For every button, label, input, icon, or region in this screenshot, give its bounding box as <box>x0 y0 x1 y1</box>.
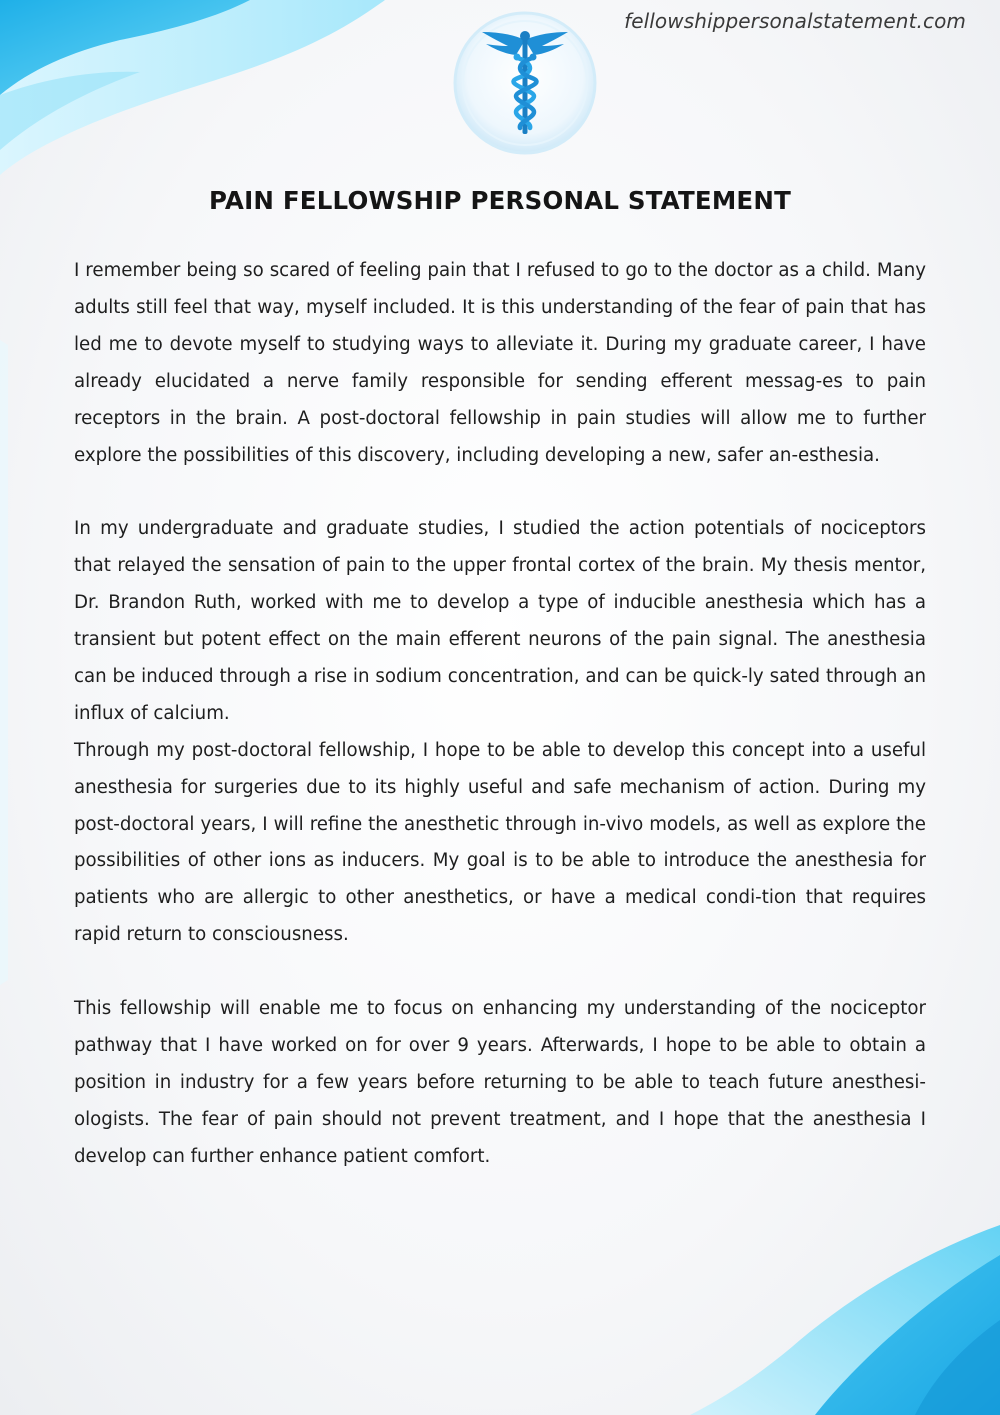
paragraph-3: Through my post-doctoral fellowship, I hope to be able to develop this concept into a useful anesthesia for surgeries due to its highly useful and safe mechanism of action. During my post-doctoral years, I will refine the anesthetic through in-vivo models, as well as explore the possibilities of other ions as inducers. My goal is to be able to introduce the anesthesia for patients who are allergic to other anesthetics, or have a medical condi-tion that requires rapid return to consciousness. <box>74 739 926 946</box>
paragraph-spacer <box>74 954 926 991</box>
paragraph-4: This fellowship will enable me to focus on enhancing my understanding of the nociceptor pathway that I have worked on for over 9 years. Afterwards, I hope to be able to obtain a position in industry for a few years before returning to be able to teach future anesthesi-ologists. The fear of pain should not prevent treatment, and I hope that the anesthesia I develop can further enhance patient comfort. <box>74 998 926 1167</box>
paragraph-2: In my undergraduate and graduate studies, I studied the action potentials of nociceptors that relayed the sensation of pain to the upper frontal cortex of the brain. My thesis mentor, Dr. Brandon Ruth, worked with me to develop a type of inducible anesthesia which has a transient but potent effect on the main efferent neurons of the pain signal. The anesthesia can be induced through a rise in sodium concentration, and can be quick-ly sated through an influx of calcium. <box>74 518 926 724</box>
site-url-watermark: fellowshippersonalstatement.com <box>624 9 966 33</box>
caduceus-icon <box>452 10 598 156</box>
document-title: PAIN FELLOWSHIP PERSONAL STATEMENT <box>209 186 791 215</box>
paragraph-1: I remember being so scared of feeling pain that I refused to go to the doctor as a child. Many adults still feel that way, myself included. It is this understanding of the fear of pain that has led me to devote myself to studying ways to alleviate it. During my graduate career, I have already elucidated a nerve family responsible for sending efferent messag-es to pain receptors in the brain. A post-doctoral fellowship in pain studies will allow me to further explore the possibilities of this discovery, including developing a new, safer an-esthesia. <box>74 260 926 466</box>
paragraph-spacer <box>74 474 926 511</box>
statement-body <box>74 253 926 1176</box>
